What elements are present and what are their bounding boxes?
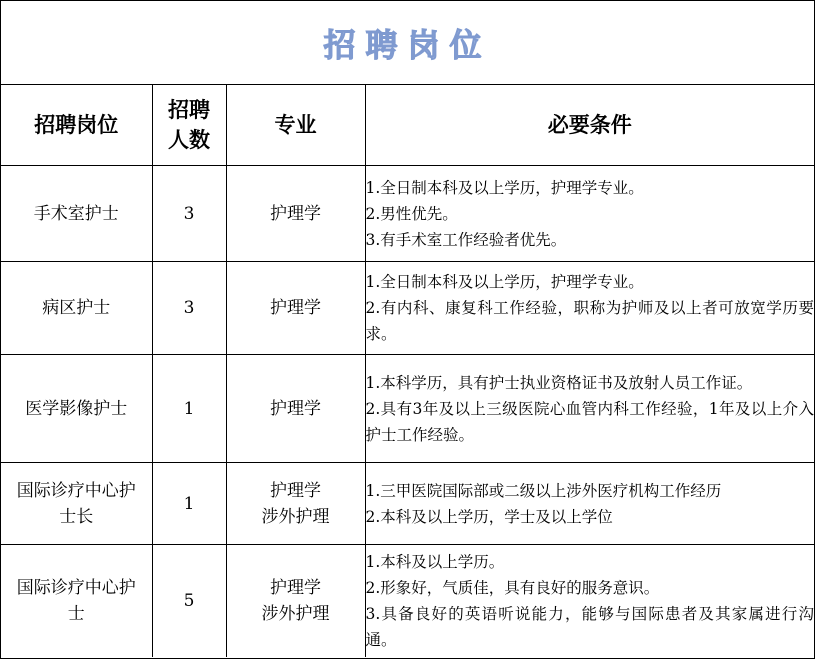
requirement-line: 3.有手术室工作经验者优先。 (365, 230, 567, 249)
header-count (152, 85, 226, 166)
requirement-line: 2.有内科、康复科工作经验，职称为护师及以上者可放宽学历要求。 (365, 299, 814, 343)
requirement-line: 2.男性优先。 (365, 204, 458, 223)
title-bar (1, 1, 814, 85)
major-cell (226, 262, 365, 355)
requirements-cell (365, 545, 814, 657)
table-row (1, 545, 814, 657)
requirement-line: 1.全日制本科及以上学历，护理学专业。 (365, 178, 644, 197)
position-name: 国际诊疗中心护士 (16, 577, 136, 624)
major-name: 护理学 (270, 577, 321, 598)
position-count: 5 (183, 590, 195, 611)
requirement-line: 1.本科及以上学历。 (365, 552, 505, 571)
count-cell (152, 463, 226, 545)
position-count: 3 (183, 203, 195, 224)
positions-table (1, 85, 814, 657)
position-name: 病区护士 (42, 298, 111, 318)
count-cell (152, 545, 226, 657)
position-name: 医学影像护士 (25, 398, 128, 419)
table-row (1, 262, 814, 355)
major-name: 护理学 (270, 398, 321, 419)
requirements-cell (365, 166, 814, 262)
position-count: 3 (183, 298, 195, 318)
requirement-line: 1.三甲医院国际部或二级以上涉外医疗机构工作经历 (365, 481, 722, 500)
position-cell (1, 545, 152, 657)
requirement-line: 3.具备良好的英语听说能力，能够与国际患者及其家属进行沟通。 (365, 604, 814, 649)
requirement-line: 2.本科及以上学历，学士及以上学位 (365, 507, 613, 526)
header-position: 招聘岗位 (1, 85, 152, 166)
position-name: 国际诊疗中心护士长 (16, 480, 136, 527)
page-title: 招聘岗位 (323, 25, 492, 64)
position-cell (1, 262, 152, 355)
major-cell (226, 166, 365, 262)
position-cell (1, 463, 152, 545)
position-cell (1, 355, 152, 463)
requirements-cell (365, 262, 814, 355)
header-requirements: 必要条件 (365, 85, 814, 166)
requirement-line: 2.形象好，气质佳，具有良好的服务意识。 (365, 578, 660, 597)
table-header-row (1, 85, 814, 166)
table-row (1, 355, 814, 463)
requirement-line: 1.本科学历，具有护士执业资格证书及放射人员工作证。 (365, 373, 753, 392)
position-name: 手术室护士 (33, 203, 119, 224)
count-cell (152, 262, 226, 355)
requirement-line: 2.具有3年及以上三级医院心血管内科工作经验，1年及以上介入护士工作经验。 (365, 399, 814, 444)
header-major: 专业 (226, 85, 365, 166)
major-cell (226, 355, 365, 463)
requirements-cell (365, 355, 814, 463)
major-name: 涉外护理 (261, 603, 330, 624)
position-count: 1 (183, 398, 195, 419)
position-cell (1, 166, 152, 262)
count-cell (152, 355, 226, 463)
header-count-label: 招聘人数 (168, 98, 210, 152)
major-name: 护理学 (270, 480, 321, 501)
requirements-cell (365, 463, 814, 545)
requirement-line: 1.全日制本科及以上学历，护理学专业。 (365, 273, 644, 291)
major-cell (226, 545, 365, 657)
table-row (1, 463, 814, 545)
position-count: 1 (183, 493, 195, 514)
major-name: 护理学 (270, 298, 321, 318)
count-cell (152, 166, 226, 262)
major-name: 护理学 (270, 203, 321, 224)
table-row (1, 166, 814, 262)
major-cell (226, 463, 365, 545)
major-name: 涉外护理 (261, 506, 330, 527)
